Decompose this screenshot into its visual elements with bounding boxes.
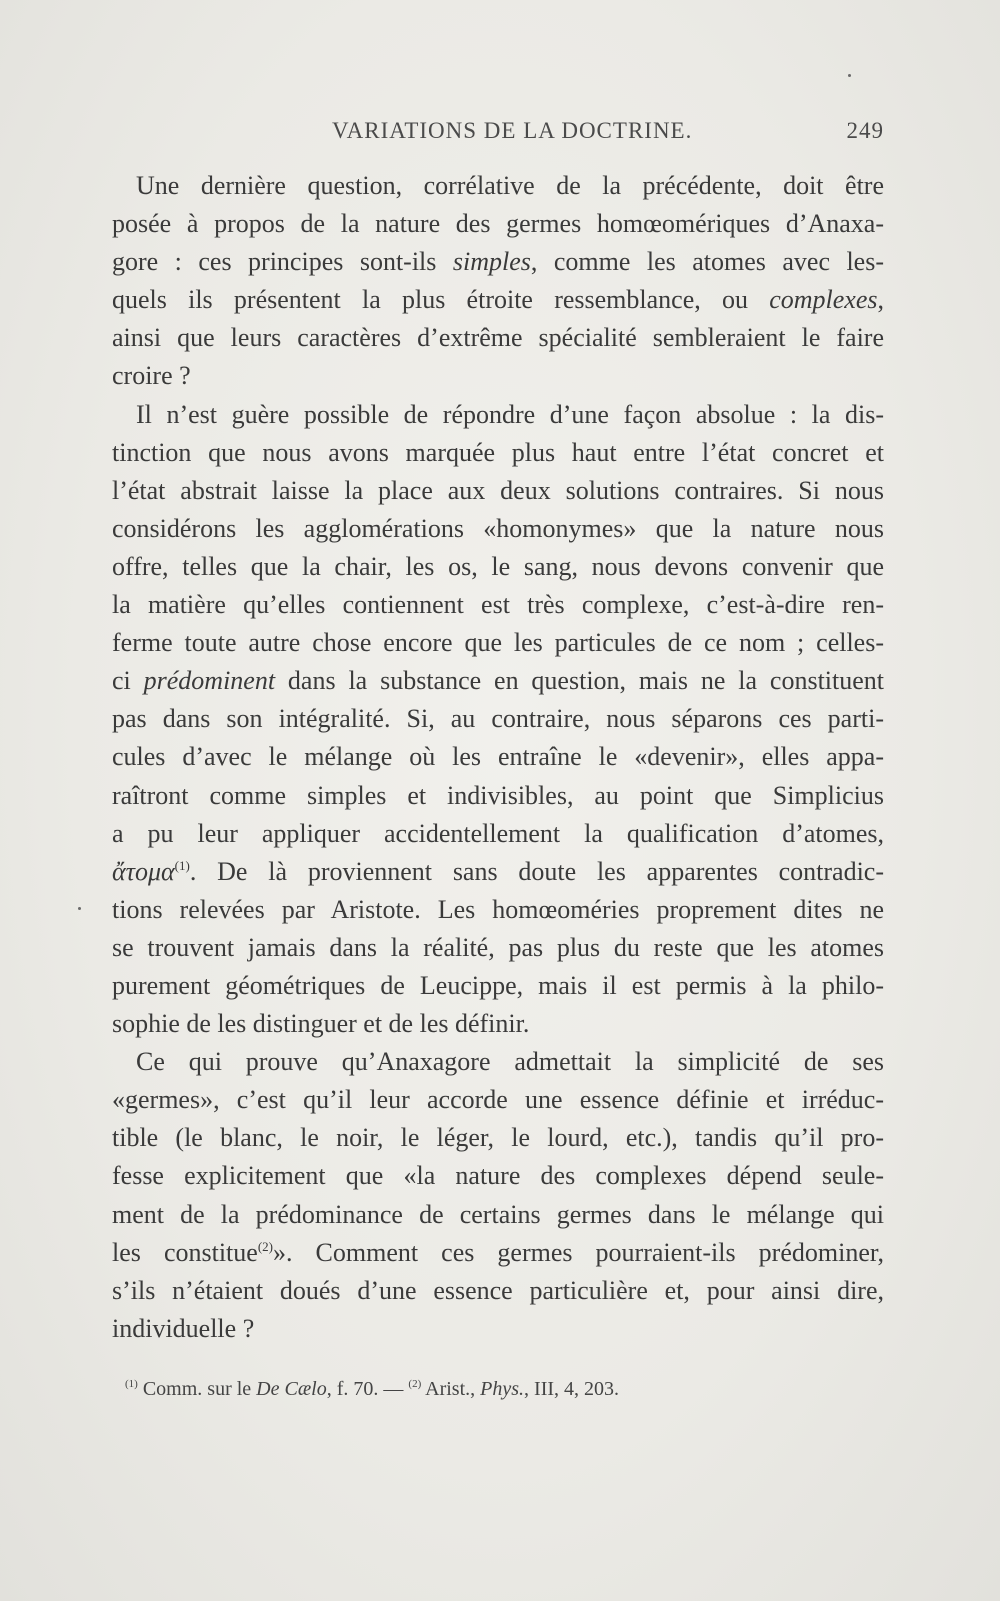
text-line — [112, 815, 884, 853]
text-run: cules d’avec le mélange où les entraîne le «devenir», elles appa- — [112, 742, 884, 772]
text-run: tible (le blanc, le noir, le léger, le lourd, etc.), tandis qu’il pro- — [112, 1123, 884, 1153]
italic-text: simples — [452, 247, 531, 277]
text-run: tions relevées par Aristote. Les homœoméries proprement dites ne — [112, 894, 884, 924]
text-line — [112, 434, 884, 472]
paper-speck — [848, 74, 851, 77]
paper-speck — [78, 907, 81, 910]
text-line — [112, 1157, 884, 1195]
text-run: l’état abstrait laisse la place aux deux solutions contraires. Si nous — [112, 475, 884, 505]
text-run: Ce qui prouve qu’Anaxagore admettait la simplicité de ses — [136, 1047, 884, 1077]
footnote-ref: (2) — [257, 1238, 273, 1254]
italic-text: Phys. — [480, 1378, 525, 1400]
text-run: sophie de les distinguer et de les définir. — [112, 1009, 530, 1039]
italic-text: complexes — [769, 285, 878, 315]
text-line — [112, 1196, 884, 1234]
text-run: Une dernière question, corrélative de la précédente, doit être — [136, 171, 884, 200]
text-run: ci — [112, 666, 144, 696]
footnotes — [125, 1378, 865, 1401]
footnote-ref: (1) — [125, 1378, 138, 1390]
text-line — [112, 1272, 884, 1310]
text-run: se trouvent jamais dans la réalité, pas plus du reste que les atomes — [112, 932, 884, 962]
text-run: tinction que nous avons marquée plus haut entre l’état concret et — [112, 437, 884, 467]
text-run: ainsi que leurs caractères d’extrême spécialité sembleraient le faire — [112, 323, 884, 353]
text-line — [112, 777, 884, 815]
text-run: fesse explicitement que «la nature des complexes dépend seule- — [112, 1161, 884, 1191]
text-run: , comme les atomes avec les- — [530, 247, 884, 277]
text-line — [112, 700, 884, 738]
text-line — [112, 1310, 884, 1348]
text-run: la matière qu’elles contiennent est très complexe, c’est-à-dire ren- — [112, 590, 884, 620]
text-line — [112, 357, 884, 395]
text-run: dans la substance en question, mais ne la constituent — [275, 666, 884, 696]
text-line — [112, 472, 884, 510]
text-line — [112, 167, 884, 205]
text-line — [112, 396, 884, 434]
footnote-ref: (1) — [174, 857, 190, 873]
text-run: ferme toute autre chose encore que les particules de ce nom ; celles- — [112, 628, 884, 658]
text-line — [112, 243, 884, 281]
paragraph — [112, 167, 884, 396]
body-text — [112, 167, 884, 1348]
text-run: s’ils n’étaient doués d’une essence particulière et, pour ainsi dire, — [112, 1275, 884, 1305]
text-run: pas dans son intégralité. Si, au contraire, nous séparons ces parti- — [112, 704, 884, 734]
text-line — [112, 319, 884, 357]
text-line — [112, 891, 884, 929]
text-line — [112, 1081, 884, 1119]
text-line — [112, 548, 884, 586]
text-line — [112, 853, 884, 891]
paragraph — [112, 1043, 884, 1348]
text-line — [112, 738, 884, 776]
text-line — [112, 624, 884, 662]
footnote-ref: (2) — [408, 1378, 422, 1390]
text-line — [112, 662, 884, 700]
text-run: . De là proviennent sans doute les apparentes contradic- — [189, 856, 884, 886]
text-run: purement géométriques de Leucippe, mais il est permis à la philo- — [112, 970, 884, 1000]
text-line — [112, 1043, 884, 1081]
text-run: , f. 70. — — [326, 1378, 409, 1400]
text-run: considérons les agglomérations «homonymes» que la nature nous — [112, 513, 884, 543]
page-number: 249 — [846, 118, 884, 143]
running-title: VARIATIONS DE LA DOCTRINE. — [332, 118, 693, 143]
text-run: , III, 4, 203. — [524, 1378, 620, 1400]
italic-text: prédominent — [143, 666, 276, 696]
text-run: croire ? — [112, 361, 191, 391]
text-run: individuelle ? — [112, 1313, 255, 1343]
text-run: offre, telles que la chair, les os, le sang, nous devons convenir que — [112, 551, 884, 581]
text-run: Arist., — [421, 1378, 481, 1400]
text-run: posée à propos de la nature des germes homœomériques d’Anaxa- — [112, 209, 884, 239]
text-line — [112, 586, 884, 624]
text-run: quels ils présentent la plus étroite ressemblance, ou — [112, 285, 770, 315]
text-run: ment de la prédominance de certains germes dans le mélange qui — [112, 1199, 884, 1229]
text-run: Comm. sur le — [137, 1378, 257, 1400]
text-run: ». Comment ces germes pourraient-ils prédominer, — [272, 1237, 884, 1267]
text-line — [112, 1234, 884, 1272]
text-line — [112, 205, 884, 243]
text-line — [112, 967, 884, 1005]
text-line — [112, 510, 884, 548]
text-run: , — [877, 285, 884, 315]
italic-text: ἄτομα — [112, 856, 175, 886]
text-line — [112, 1119, 884, 1157]
italic-text: De Cælo — [256, 1378, 327, 1400]
text-run: a pu leur appliquer accidentellement la qualification d’atomes, — [112, 818, 884, 848]
text-run: les constitue — [112, 1237, 258, 1267]
text-line — [112, 281, 884, 319]
text-line — [112, 1005, 884, 1043]
text-run: Il n’est guère possible de répondre d’une façon absolue : la dis- — [136, 399, 884, 429]
paragraph — [112, 396, 884, 1044]
text-run: «germes», c’est qu’il leur accorde une essence définie et irréduc- — [112, 1085, 884, 1115]
text-run: raîtront comme simples et indivisibles, au point que Simplicius — [112, 780, 884, 810]
text-run: gore : ces principes sont-ils — [112, 247, 453, 277]
text-line — [112, 929, 884, 967]
page-header — [112, 118, 884, 148]
